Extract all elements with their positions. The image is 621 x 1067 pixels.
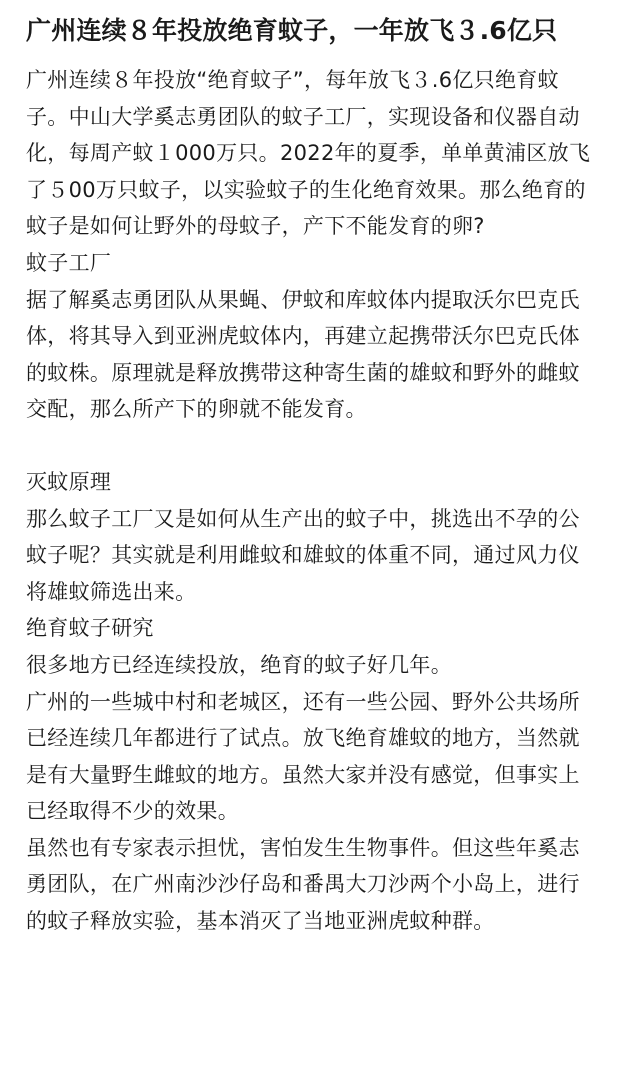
research-paragraph-1: 很多地方已经连续投放，绝育的蚊子好几年。 [26, 652, 452, 677]
section-heading-principle: 灭蚊原理 [26, 469, 112, 494]
article-body [26, 62, 601, 940]
research-paragraph-3: 虽然也有专家表示担忧，害怕发生生物事件。但这些年奚志勇团队，在广州南沙沙仔岛和番禺大刀沙两个小岛上，进行的蚊子释放实验，基本消灭了当地亚洲虎蚊种群。 [26, 835, 580, 934]
research-paragraph-2: 广州的一些城中村和老城区，还有一些公园、野外公共场所已经连续几年都进行了试点。放飞绝育雄蚊的地方，当然就是有大量野生雌蚊的地方。虽然大家并没有感觉，但事实上已经取得不少的效果。 [26, 689, 580, 824]
intro-paragraph: 广州连续８年投放“绝育蚊子”，每年放飞３.6亿只绝育蚊子。中山大学奚志勇团队的蚊子工厂，实现设备和仪器自动化，每周产蚊１000万只。2022年的夏季，单单黄浦区放飞了５00万只蚊子，以实验蚊子的生化绝育效果。那么绝育的蚊子是如何让野外的母蚊子，产下不能发育的卵? [26, 68, 591, 239]
article-title: 广州连续８年投放绝育蚊子，一年放飞３.6亿只 [26, 16, 558, 45]
mosquito-factory-paragraph: 据了解奚志勇团队从果蝇、伊蚊和库蚊体内提取沃尔巴克氏体，将其导入到亚洲虎蚊体内，再建立起携带沃尔巴克氏体的蚊株。原理就是释放携带这种寄生菌的雄蚊和野外的雌蚊交配，那么所产下的卵就不能发育。 [26, 287, 580, 422]
section-heading-mosquito-factory: 蚊子工厂 [26, 250, 112, 275]
principle-paragraph: 那么蚊子工厂又是如何从生产出的蚊子中，挑选出不孕的公蚊子呢？其实就是利用雌蚊和雄蚊的体重不同，通过风力仪将雄蚊筛选出来。 [26, 506, 580, 604]
section-heading-research: 绝育蚊子研究 [26, 616, 154, 641]
